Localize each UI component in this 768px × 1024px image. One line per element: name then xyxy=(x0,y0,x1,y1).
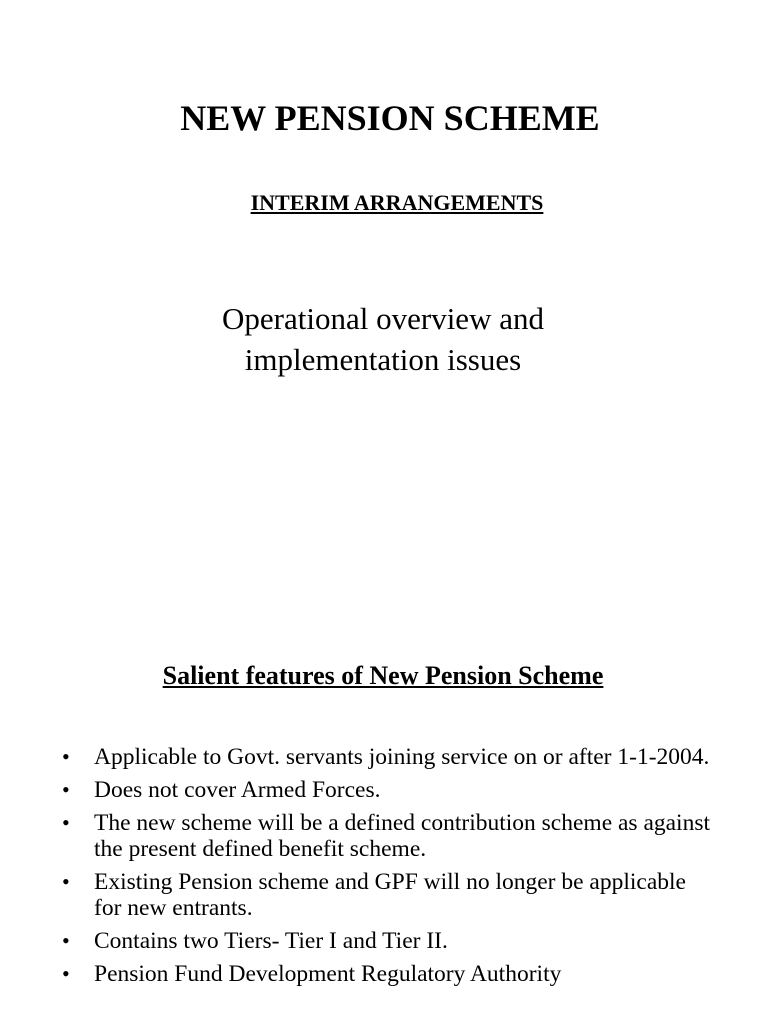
list-item-text: The new scheme will be a defined contribution scheme as against the present defined benefit scheme. xyxy=(94,810,711,862)
bullet-icon: • xyxy=(62,744,70,769)
overview-text xyxy=(0,298,766,380)
list-item-text: Applicable to Govt. servants joining service on or after 1-1-2004. xyxy=(94,744,710,770)
features-heading: Salient features of New Pension Scheme xyxy=(162,661,604,690)
features-slide xyxy=(0,640,768,1024)
bullet-icon: • xyxy=(62,777,70,802)
overview-line-1: Operational overview and xyxy=(222,301,544,336)
list-item xyxy=(62,961,712,987)
list-item-text: Existing Pension scheme and GPF will no longer be applicable for new entrants. xyxy=(94,869,686,921)
list-item xyxy=(62,744,712,770)
bullet-icon: • xyxy=(62,961,70,986)
overview-line-2: implementation issues xyxy=(244,342,522,377)
list-item-text: Does not cover Armed Forces. xyxy=(94,777,381,803)
list-item xyxy=(62,928,712,954)
bullet-icon: • xyxy=(62,810,70,835)
bullet-icon: • xyxy=(62,928,70,953)
bullet-icon: • xyxy=(62,869,70,894)
list-item xyxy=(62,810,712,862)
list-item-text: Contains two Tiers- Tier I and Tier II. xyxy=(94,928,448,954)
slide-title: NEW PENSION SCHEME xyxy=(180,98,600,138)
slide-subtitle: INTERIM ARRANGEMENTS xyxy=(250,190,544,215)
list-item xyxy=(62,777,712,803)
features-list xyxy=(62,744,712,994)
list-item xyxy=(62,869,712,921)
list-item-text: Pension Fund Development Regulatory Authority xyxy=(94,961,562,987)
